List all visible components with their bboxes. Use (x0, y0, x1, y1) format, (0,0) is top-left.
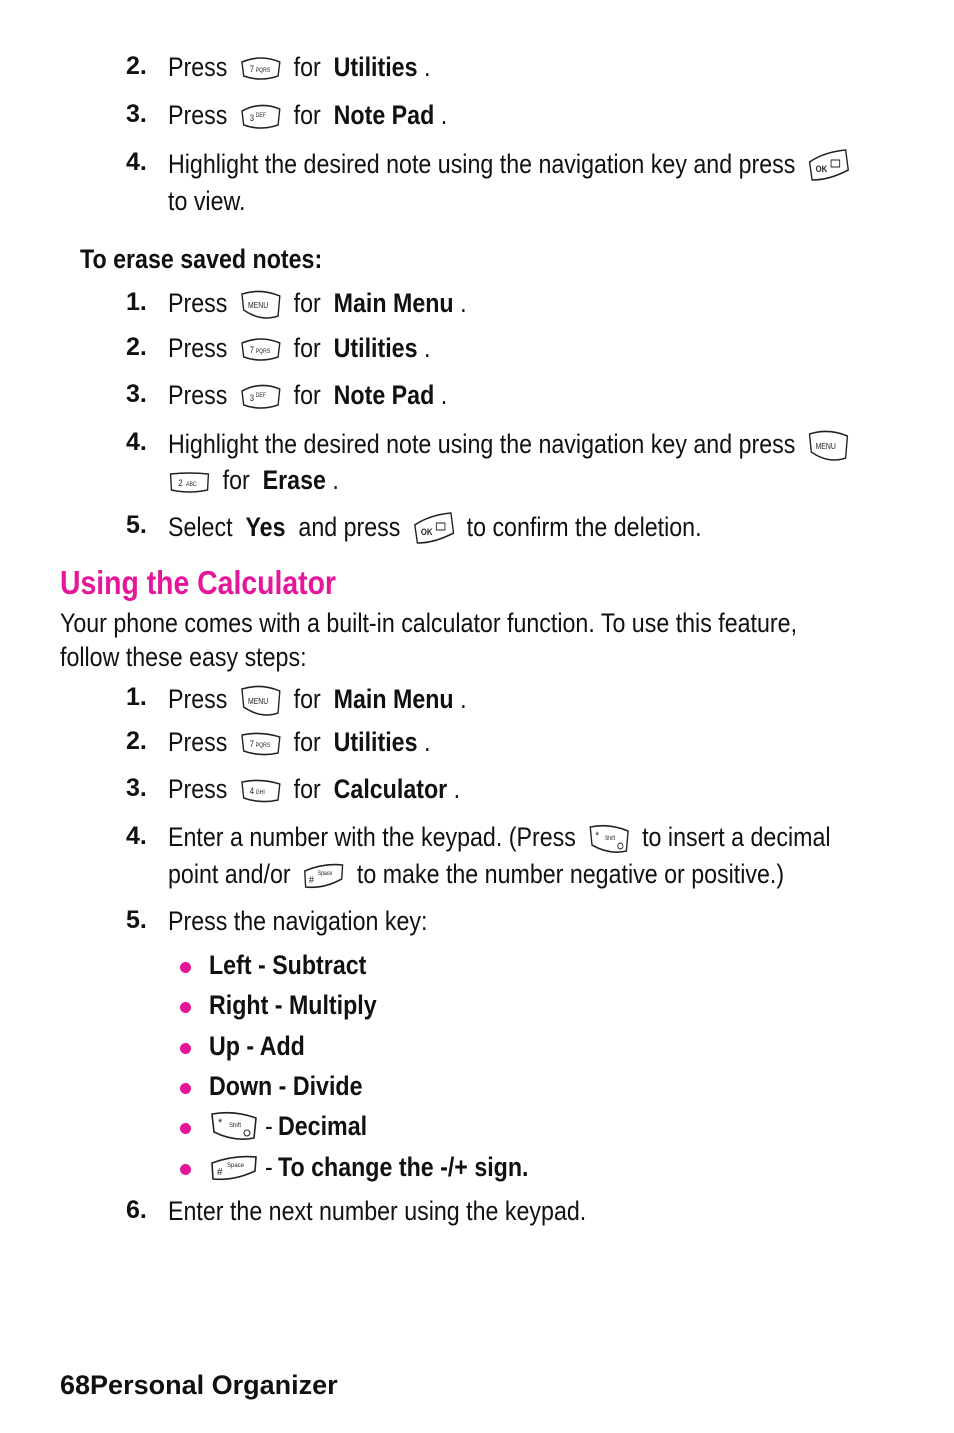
svg-text:Shift: Shift (229, 1123, 242, 1129)
svg-text:MENU: MENU (247, 300, 268, 311)
option-yes: Yes (245, 512, 286, 543)
svg-text:#: # (217, 1166, 223, 1178)
bullet-text: Left - Subtract (209, 950, 367, 980)
menu-item-note-pad: Note Pad (333, 100, 435, 130)
step-number: 4. (126, 148, 147, 176)
svg-text:2: 2 (178, 477, 183, 489)
step-text: for (293, 288, 321, 319)
menu-key-icon (239, 288, 282, 322)
svg-text:7: 7 (249, 344, 254, 356)
step-text: Enter the next number using the keypad. (168, 1196, 587, 1226)
step-text: for (293, 774, 321, 804)
page-footer (60, 1370, 338, 1401)
step-text: Press the navigation key: (168, 906, 428, 936)
svg-text:MENU: MENU (815, 441, 836, 452)
punct: . (423, 727, 431, 757)
key-7-icon (239, 337, 282, 363)
step-number: 3. (126, 100, 147, 128)
menu-key-icon (807, 428, 850, 464)
key-4-icon (239, 778, 282, 804)
pound-space-key-icon (209, 1153, 259, 1183)
menu-item-utilities: Utilities (333, 333, 418, 363)
list-item (180, 1152, 570, 1183)
step-text: for (222, 465, 250, 495)
menu-item-utilities: Utilities (333, 52, 418, 82)
punct: . (423, 52, 431, 82)
menu-item-calculator: Calculator (333, 774, 448, 804)
step-text: Select (168, 512, 233, 543)
page-number: 68 (60, 1370, 91, 1400)
punct: . (423, 333, 431, 363)
list-item (180, 1110, 382, 1142)
step-number: 1. (126, 683, 147, 711)
list-item (180, 990, 404, 1021)
svg-text:PQRS: PQRS (255, 348, 270, 356)
step-text: point and/or (168, 859, 291, 889)
punct: . (440, 380, 448, 410)
svg-text:Space: Space (317, 870, 333, 878)
step-number: 1. (126, 288, 147, 316)
menu-item-main-menu: Main Menu (333, 684, 454, 715)
bullet-dot (180, 1123, 191, 1134)
step-text: Press (168, 727, 228, 757)
step-text: to view. (168, 186, 246, 216)
bullet-dot (180, 1002, 191, 1013)
bullet-dot (180, 962, 191, 973)
key-7-icon (239, 56, 282, 82)
svg-text:OK: OK (815, 163, 828, 175)
step-number: 3. (126, 774, 147, 802)
step-number: 4. (126, 428, 147, 456)
step-text: for (293, 380, 321, 410)
svg-text:PQRS: PQRS (255, 67, 270, 75)
svg-text:DEF: DEF (255, 112, 266, 120)
key-3-icon (239, 383, 282, 411)
section-title: Using the Calculator (60, 564, 336, 601)
punct: . (460, 288, 467, 319)
ok-key-icon (412, 511, 455, 547)
punct: . (332, 465, 339, 495)
star-shift-key-icon (587, 823, 630, 855)
step-text: for (293, 727, 321, 757)
bullet-text: Down - Divide (209, 1071, 363, 1101)
step-text: Press (168, 774, 228, 804)
step-text: for (293, 52, 321, 82)
step-number: 3. (126, 380, 147, 408)
bullet-text: Up - Add (209, 1031, 305, 1061)
svg-text:4: 4 (249, 785, 254, 797)
svg-text:GHI: GHI (255, 789, 265, 797)
step-number: 2. (126, 52, 147, 80)
step-number: 4. (126, 822, 147, 850)
svg-text:Shift: Shift (604, 835, 615, 843)
key-7-icon (239, 731, 282, 757)
bullet-separator: - (265, 1152, 273, 1182)
svg-text:#: # (309, 874, 314, 886)
step-text: Press (168, 380, 228, 410)
step-text: Press (168, 333, 228, 363)
intro-line: follow these easy steps: (60, 642, 307, 672)
erase-heading: To erase saved notes: (80, 244, 323, 274)
step-text: to confirm the deletion. (466, 512, 702, 543)
svg-text:Space: Space (227, 1162, 245, 1169)
bullet-text: Right - Multiply (209, 990, 377, 1020)
step-text: Press (168, 288, 228, 319)
menu-item-note-pad: Note Pad (333, 380, 435, 410)
section-intro (60, 606, 920, 674)
svg-text:MENU: MENU (247, 696, 268, 707)
bullet-text: Decimal (278, 1110, 368, 1141)
svg-text:3: 3 (249, 112, 254, 124)
bullet-dot (180, 1164, 191, 1175)
key-3-icon (239, 103, 282, 131)
list-item (180, 1071, 388, 1102)
svg-text:*: * (595, 830, 599, 843)
step-text: and press (298, 512, 401, 543)
step-number: 5. (126, 906, 147, 934)
menu-key-icon (239, 683, 282, 719)
step-text: for (293, 684, 321, 715)
step-number: 6. (126, 1196, 147, 1224)
punct: . (440, 100, 448, 130)
step-text: for (293, 100, 321, 130)
svg-text:PQRS: PQRS (255, 742, 270, 750)
list-item (180, 950, 392, 981)
intro-line: Your phone comes with a built-in calculator function. To use this feature, (60, 608, 798, 638)
key-2-icon (168, 470, 211, 494)
step-text: Press (168, 100, 228, 130)
punct: . (460, 684, 467, 715)
svg-text:7: 7 (249, 738, 254, 750)
step-text: Press (168, 52, 228, 82)
step-text: Highlight the desired note using the navigation key and press (168, 149, 796, 180)
svg-text:ABC: ABC (186, 481, 197, 489)
menu-item-utilities: Utilities (333, 727, 418, 757)
menu-item-erase: Erase (262, 465, 326, 495)
pound-space-key-icon (302, 861, 345, 891)
step-text: for (293, 333, 321, 363)
step-number: 2. (126, 333, 147, 361)
list-item (180, 1031, 320, 1062)
step-number: 5. (126, 511, 147, 539)
bullet-separator: - (265, 1110, 273, 1141)
menu-item-main-menu: Main Menu (333, 288, 454, 319)
star-shift-key-icon (209, 1110, 259, 1142)
ok-key-icon (807, 148, 850, 184)
svg-text:OK: OK (420, 526, 433, 538)
svg-text:7: 7 (249, 63, 254, 75)
svg-text:DEF: DEF (255, 392, 266, 400)
step-text: Highlight the desired note using the navigation key and press (168, 429, 796, 460)
section-name: Personal Organizer (90, 1370, 338, 1400)
step-text: to insert a decimal (642, 822, 831, 852)
svg-text:3: 3 (249, 392, 254, 404)
step-text: to make the number negative or positive.) (356, 859, 785, 889)
bullet-dot (180, 1043, 191, 1054)
bullet-text: To change the -/+ sign. (278, 1152, 529, 1182)
step-text: Enter a number with the keypad. (Press (168, 822, 576, 852)
step-number: 2. (126, 727, 147, 755)
punct: . (453, 774, 461, 804)
step-text: Press (168, 684, 228, 715)
svg-text:*: * (218, 1117, 223, 1129)
bullet-dot (180, 1083, 191, 1094)
